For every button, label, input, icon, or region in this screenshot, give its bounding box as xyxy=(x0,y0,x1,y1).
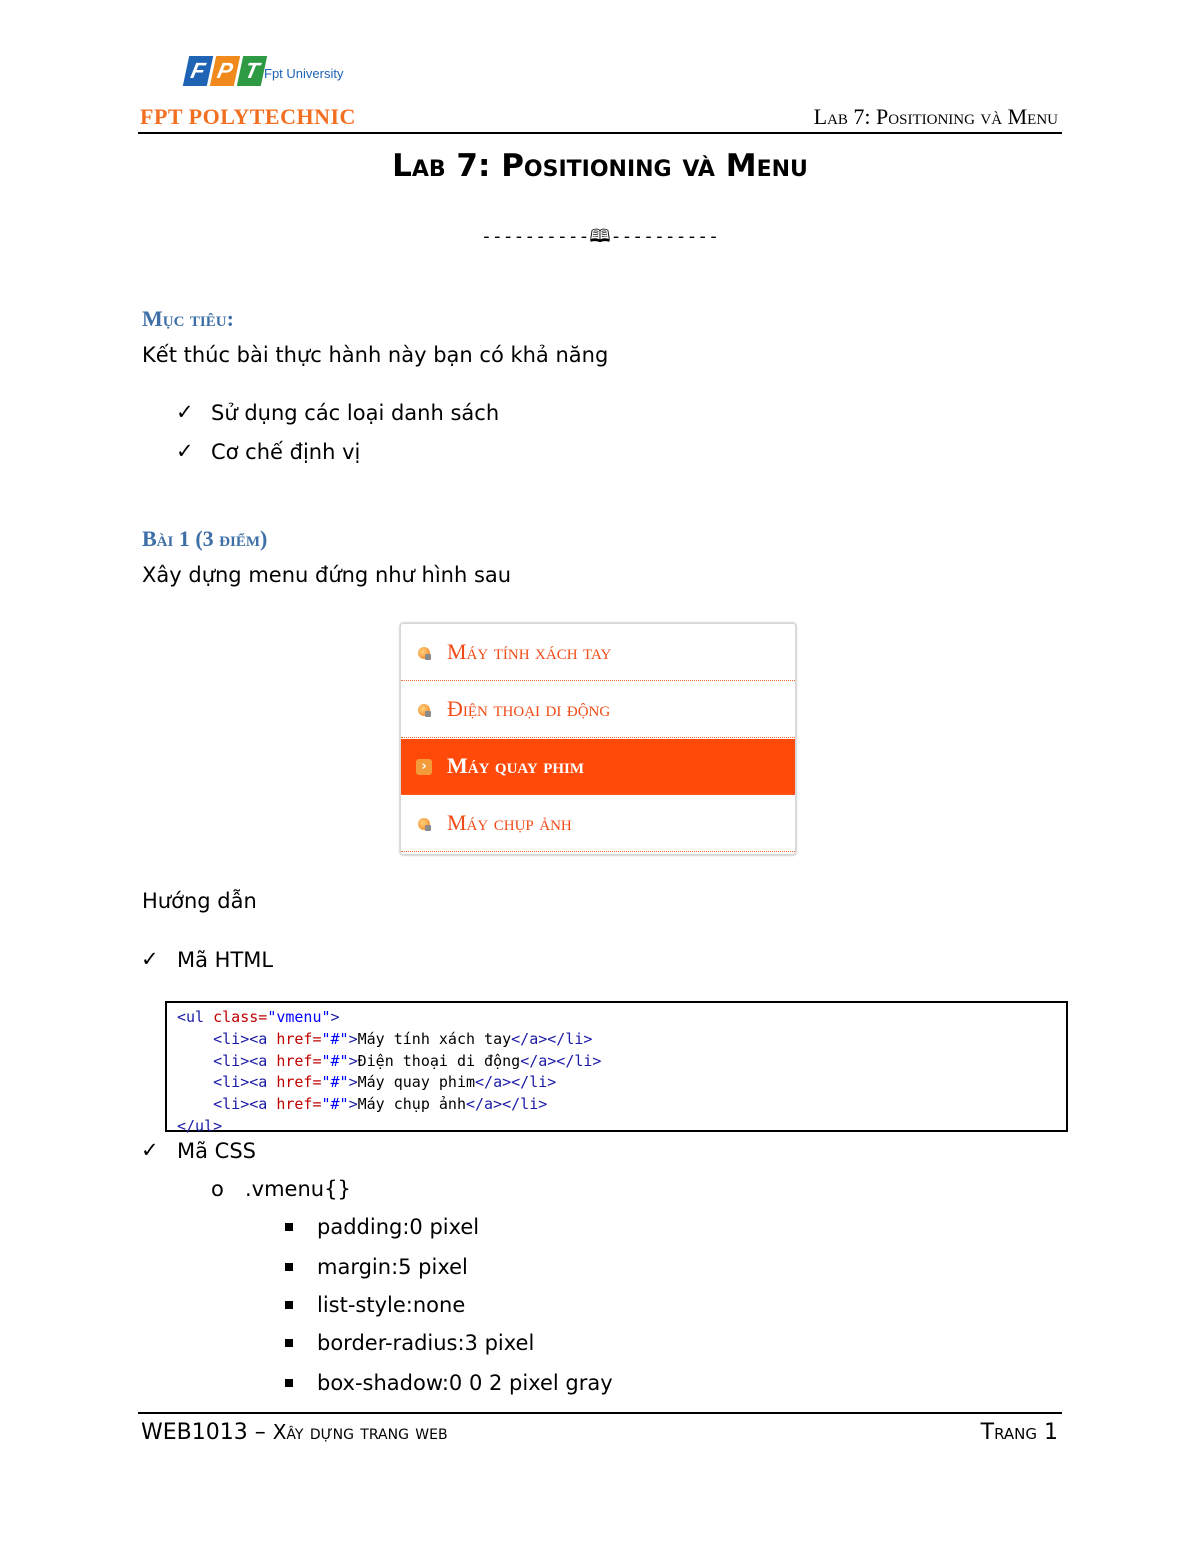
css-rule: border-radius:3 pixel xyxy=(317,1331,535,1355)
menu-item-label: Điện thoại di động xyxy=(447,696,611,721)
code-content xyxy=(177,1007,601,1138)
menu-item-label: Máy tính xách tay xyxy=(447,639,612,664)
bullet-icon xyxy=(418,647,430,659)
code-attr: href= xyxy=(267,1095,322,1114)
css-rule: list-style:none xyxy=(317,1293,466,1317)
header-divider xyxy=(138,132,1062,134)
bullet-icon xyxy=(418,818,430,830)
code-tag: </a></li> xyxy=(466,1095,548,1114)
logo-subtitle: Fpt University xyxy=(264,66,344,81)
code-value: "#" xyxy=(321,1095,349,1114)
code-tag: > xyxy=(348,1051,358,1070)
code-tag: <ul xyxy=(177,1008,205,1026)
square-bullet-icon xyxy=(285,1379,293,1387)
code-tag: <li><a xyxy=(213,1073,268,1092)
menu-item[interactable] xyxy=(401,625,795,681)
css-rule: margin:5 pixel xyxy=(317,1255,468,1279)
footer-page-number: Trang 1 xyxy=(980,1420,1058,1445)
fpt-logo xyxy=(186,56,264,86)
check-icon: ✓ xyxy=(141,947,159,971)
code-tag: <li><a xyxy=(213,1029,268,1048)
course-name: Xây dựng trang web xyxy=(272,1420,448,1444)
arrow-right-icon: › xyxy=(416,759,432,775)
menu-item[interactable] xyxy=(401,796,795,852)
menu-item-label: Máy chụp ảnh xyxy=(447,810,572,835)
html-code-block xyxy=(165,1001,1068,1135)
code-tag: > xyxy=(348,1029,358,1048)
footer-course xyxy=(141,1420,448,1445)
header-lab-label: Lab 7: Positioning và Menu xyxy=(813,104,1058,129)
code-tag: <li><a xyxy=(213,1095,268,1114)
code-tag: </a></li> xyxy=(511,1029,593,1048)
code-text: Máy tính xách tay xyxy=(357,1029,512,1048)
code-tag: > xyxy=(348,1095,358,1114)
square-bullet-icon xyxy=(285,1339,293,1347)
page-title: Lab 7: Positioning và Menu xyxy=(392,148,808,184)
square-bullet-icon xyxy=(285,1263,293,1271)
code-attr: class= xyxy=(204,1008,268,1026)
code-tag: > xyxy=(330,1008,340,1026)
logo-letter-t: T xyxy=(237,56,267,86)
check-icon: ✓ xyxy=(176,439,194,463)
objectives-heading: Mục tiêu: xyxy=(142,306,234,331)
square-bullet-icon xyxy=(285,1301,293,1309)
code-value: "#" xyxy=(321,1073,349,1092)
code-tag: </ul> xyxy=(177,1116,223,1135)
course-code: WEB1013 xyxy=(141,1420,248,1445)
css-rule: padding:0 pixel xyxy=(317,1215,480,1239)
exercise-description: Xây dựng menu đứng như hình sau xyxy=(142,563,512,587)
code-text: Máy chụp ảnh xyxy=(357,1095,466,1114)
code-tag: </a></li> xyxy=(520,1051,602,1070)
objectives-intro: Kết thúc bài thực hành này bạn có khả năng xyxy=(142,343,609,367)
code-attr: href= xyxy=(267,1073,322,1092)
code-text: Máy quay phim xyxy=(357,1073,476,1092)
html-code-label: Mã HTML xyxy=(177,948,274,972)
code-value: "vmenu" xyxy=(267,1008,331,1026)
css-selector: .vmenu{} xyxy=(245,1177,351,1201)
logo-letter-p: P xyxy=(210,56,240,86)
code-value: "#" xyxy=(321,1051,349,1070)
code-tag: <li><a xyxy=(213,1051,268,1070)
course-dash: – xyxy=(247,1420,273,1445)
menu-item-label: Máy quay phim xyxy=(447,753,585,778)
guide-label: Hướng dẫn xyxy=(142,889,257,913)
brand-name: FPT POLYTECHNIC xyxy=(140,104,356,129)
code-attr: href= xyxy=(267,1029,322,1048)
code-text: Điện thoại di động xyxy=(357,1051,521,1070)
square-bullet-icon xyxy=(285,1223,293,1231)
title-separator: ----------🕮---------- xyxy=(481,226,719,247)
code-value: "#" xyxy=(321,1029,349,1048)
footer-divider xyxy=(138,1412,1062,1414)
code-attr: href= xyxy=(267,1051,322,1070)
check-icon: ✓ xyxy=(176,400,194,424)
objective-item: Sử dụng các loại danh sách xyxy=(211,401,500,425)
exercise-heading: Bài 1 (3 điểm) xyxy=(142,526,268,551)
menu-item[interactable] xyxy=(401,682,795,738)
css-code-label: Mã CSS xyxy=(177,1139,256,1163)
check-icon: ✓ xyxy=(141,1138,159,1162)
vertical-menu-example xyxy=(400,623,796,855)
menu-item-active[interactable] xyxy=(401,739,795,795)
objective-item: Cơ chế định vị xyxy=(211,440,361,464)
css-rule: box-shadow:0 0 2 pixel gray xyxy=(317,1371,613,1395)
code-tag: > xyxy=(348,1073,358,1092)
logo-letter-f: F xyxy=(183,56,213,86)
bullet-icon xyxy=(418,704,430,716)
circle-bullet-icon: o xyxy=(211,1177,224,1201)
code-tag: </a></li> xyxy=(475,1073,557,1092)
